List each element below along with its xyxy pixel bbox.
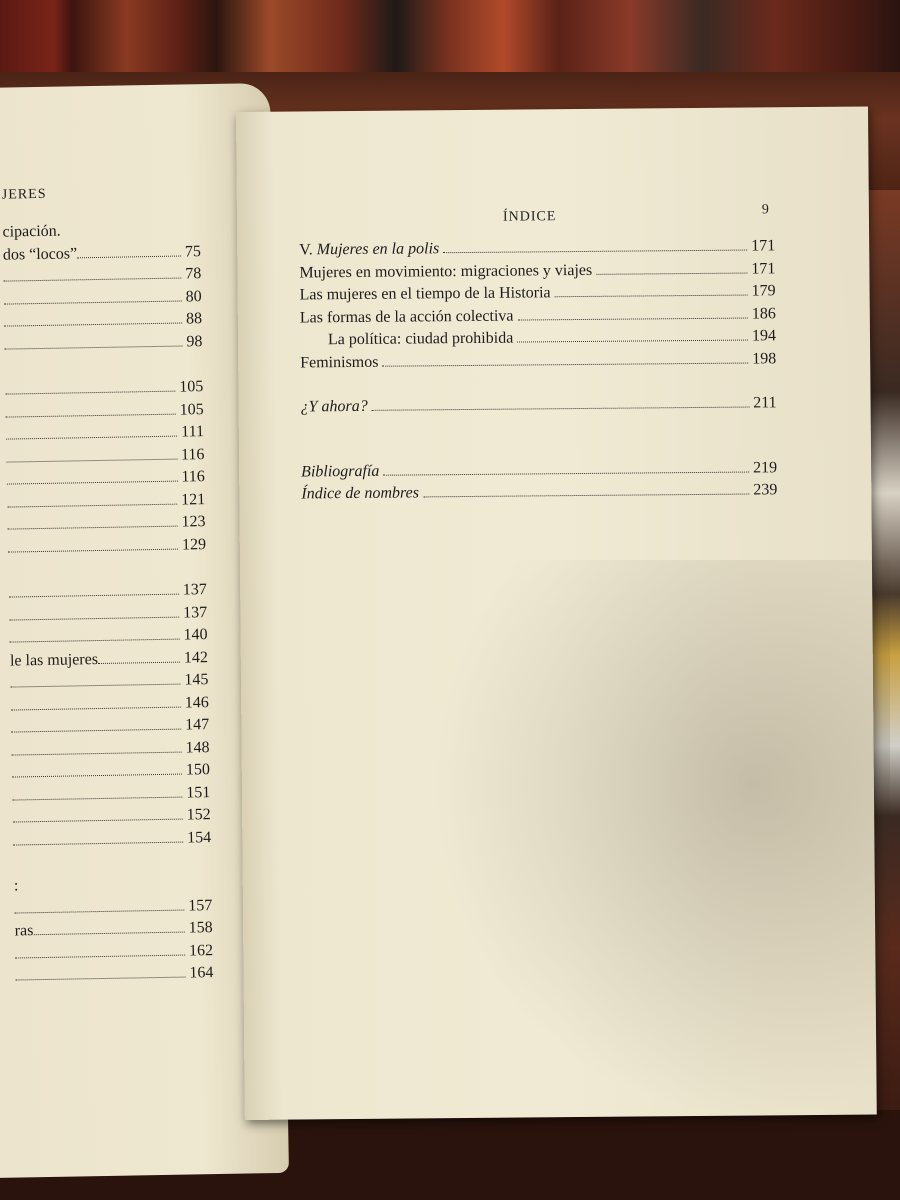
- dot-leader: [12, 774, 182, 778]
- toc-entry-title: Bibliografía: [301, 462, 380, 480]
- left-toc-line-page: 78: [185, 265, 202, 283]
- left-toc-line-page: 146: [184, 693, 209, 712]
- left-toc-line-page: 164: [189, 964, 214, 982]
- toc-entry-title: Las mujeres en el tiempo de la Historia: [299, 284, 551, 304]
- toc-entry-page: 186: [751, 304, 776, 323]
- dot-leader: [9, 616, 179, 620]
- left-toc-line-text: :: [13, 877, 19, 895]
- dot-leader: [13, 841, 183, 845]
- left-toc-line-page: 137: [183, 603, 208, 622]
- left-toc-line: [4, 331, 202, 357]
- dot-leader: [13, 819, 183, 823]
- dot-leader: [11, 706, 181, 710]
- left-toc-line: [8, 534, 206, 560]
- dot-leader: [555, 295, 748, 298]
- left-toc-line-page: 145: [184, 671, 209, 689]
- toc-entry-page: 211: [753, 394, 777, 412]
- dot-leader: [372, 407, 749, 411]
- dot-leader: [98, 661, 180, 663]
- page-number: 9: [761, 202, 769, 218]
- left-toc-line-page: 121: [181, 490, 206, 509]
- toc-entry-title: Mujeres en la polis: [316, 240, 440, 259]
- left-toc-line-page: 116: [180, 445, 205, 464]
- left-toc-line-page: 116: [181, 468, 205, 486]
- dot-leader: [517, 340, 748, 343]
- bookshelf-spines: [0, 0, 900, 80]
- dot-leader: [7, 481, 178, 485]
- dot-leader: [6, 436, 177, 440]
- dot-leader: [3, 278, 181, 282]
- dot-leader: [15, 954, 185, 958]
- toc-entry: [300, 392, 776, 419]
- left-toc-line-page: 88: [185, 310, 203, 328]
- left-page-header: JERES: [1, 186, 47, 203]
- dot-leader: [4, 300, 182, 304]
- toc-entry-page: 219: [753, 458, 778, 477]
- dot-leader: [9, 594, 179, 598]
- left-toc-line: [13, 827, 211, 853]
- left-toc-line-page: 142: [183, 648, 209, 667]
- toc-entry-page: 179: [751, 282, 776, 300]
- dot-leader: [16, 977, 186, 981]
- dot-leader: [8, 526, 178, 530]
- toc-entry-prefix: V.: [299, 241, 317, 259]
- dot-leader: [7, 458, 178, 462]
- left-toc-line-page: 157: [188, 896, 213, 914]
- dot-leader: [517, 317, 747, 320]
- toc-entry-title: La política: ciudad prohibida: [327, 329, 514, 349]
- dot-leader: [5, 391, 175, 395]
- left-toc-line-page: 111: [181, 423, 205, 441]
- left-toc-line-page: 140: [183, 626, 208, 644]
- toc-entry: [301, 479, 777, 506]
- toc-entry-page: 171: [751, 259, 776, 278]
- dot-leader: [443, 250, 747, 254]
- left-toc-line-page: 152: [186, 806, 211, 824]
- toc-entry: [300, 348, 776, 375]
- left-toc-line-page: 129: [181, 535, 207, 554]
- left-toc-line-text: le las mujeres: [9, 650, 99, 670]
- toc-entry-title: ¿Y ahora?: [300, 397, 368, 416]
- dot-leader: [12, 796, 182, 800]
- left-toc-line: [15, 962, 213, 988]
- left-toc-line-page: 154: [186, 828, 212, 846]
- dot-leader: [6, 413, 176, 417]
- dot-leader: [33, 932, 184, 936]
- dot-leader: [10, 684, 180, 688]
- left-toc-line-text: ras: [14, 922, 34, 940]
- toc-entry-page: 171: [751, 237, 776, 255]
- toc-entry-page: 239: [753, 481, 778, 499]
- left-toc-line-page: 151: [186, 783, 211, 802]
- left-toc-line-page: 105: [179, 400, 204, 419]
- left-toc-line-page: 147: [185, 716, 210, 734]
- dot-leader: [11, 729, 181, 733]
- left-toc-line-page: 137: [182, 581, 207, 599]
- left-toc-line-page: 148: [185, 738, 210, 757]
- left-toc-line-page: 105: [179, 378, 204, 396]
- left-toc-line-page: 98: [186, 332, 203, 350]
- dot-leader: [383, 471, 749, 475]
- toc-entry-page: 194: [751, 327, 777, 345]
- toc-entry-title: Mujeres en movimiento: migraciones y viajes: [299, 261, 593, 281]
- left-toc-line-page: 123: [181, 513, 206, 531]
- right-page: [236, 106, 877, 1119]
- left-toc-list: [2, 218, 213, 988]
- dot-leader: [10, 639, 180, 643]
- left-toc-line-page: 162: [188, 941, 214, 959]
- index-header: ÍNDICE: [502, 209, 557, 225]
- left-toc-line-page: 75: [184, 242, 202, 260]
- dot-leader: [7, 503, 177, 507]
- dot-leader: [8, 548, 178, 552]
- dot-leader: [77, 255, 181, 258]
- left-toc-line-page: 150: [185, 761, 211, 779]
- toc-entry-title: Feminismos: [300, 353, 379, 371]
- left-toc-line-page: 80: [185, 287, 202, 305]
- left-toc-line-page: 158: [188, 919, 213, 937]
- dot-leader: [4, 323, 182, 327]
- dot-leader: [382, 362, 748, 366]
- dot-leader: [423, 494, 749, 498]
- dot-leader: [596, 272, 747, 274]
- toc-list: [299, 235, 777, 506]
- dot-leader: [12, 751, 182, 755]
- toc-entry-page: 198: [752, 349, 777, 368]
- left-toc-line-text: dos “locos”: [2, 244, 78, 264]
- dot-leader: [5, 345, 183, 349]
- toc-entry-title: Las formas de la acción colectiva: [299, 307, 514, 326]
- dot-leader: [14, 909, 184, 913]
- left-toc-line-text: cipación.: [2, 222, 61, 241]
- toc-entry-title: Índice de nombres: [301, 484, 419, 503]
